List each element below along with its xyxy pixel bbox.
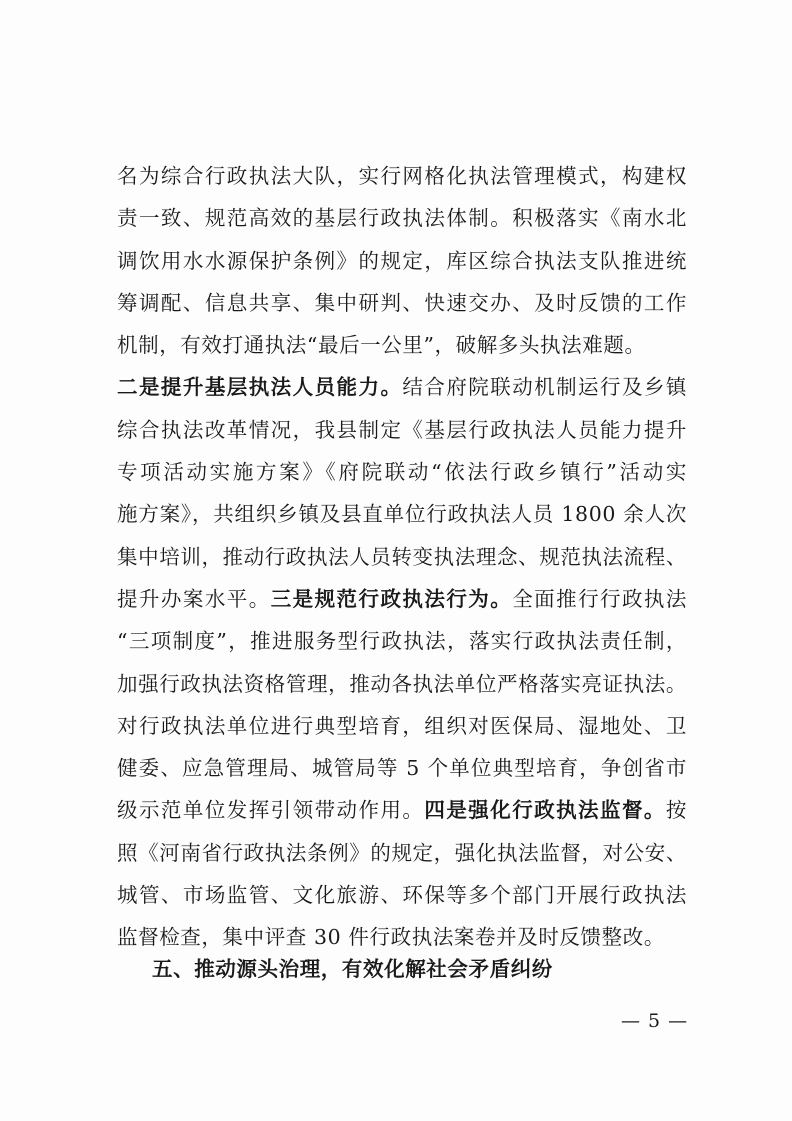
text-line [117,197,687,239]
bold-lead-phrase: 四是强化行政执法监督。 [424,798,666,823]
text-line [117,747,687,789]
text-segment: 提升办案水平。 [117,586,271,611]
text-segment: 加强行政执法资格管理，推动各执法单位严格落实亮证执法。 [117,671,687,696]
text-line [117,451,687,493]
bold-lead-phrase: 三是规范行政执法行为。 [270,586,513,611]
text-line [117,409,687,451]
text-line [117,832,687,874]
text-line [117,705,687,747]
text-line [117,663,687,705]
text-line [117,155,687,197]
text-segment: 健委、应急管理局、城管局等 5 个单位典型培育，争创省市 [117,756,687,781]
text-segment: 综合执法改革情况，我县制定《基层行政执法人员能力提升 [117,417,687,442]
text-line [117,578,687,620]
text-segment: 按 [665,798,687,823]
text-segment: 全面推行行政执法 [512,586,687,611]
text-segment: 机制，有效打通执法“最后一公里”，破解多头执法难题。 [117,333,646,358]
text-line [117,536,687,578]
text-segment: 集中培训，推动行政执法人员转变执法理念、规范执法流程、 [117,544,687,569]
body-paragraph [117,155,687,959]
text-segment: 专项活动实施方案》《府院联动“依法行政乡镇行”活动实 [117,460,687,485]
text-segment: 调饮用水水源保护条例》的规定，库区综合执法支队推进统 [117,248,687,273]
text-segment: 责一致、规范高效的基层行政执法体制。积极落实《南水北 [117,206,687,231]
text-line [117,240,687,282]
text-segment: 级示范单位发挥引领带动作用。 [117,798,425,823]
text-segment: 筹调配、信息共享、集中研判、快速交办、及时反馈的工作 [117,290,687,315]
section-heading: 五、推动源头治理，有效化解社会矛盾纠纷 [152,957,553,981]
text-segment: 施方案》，共组织乡镇及县直单位行政执法人员 1800 余人次 [117,502,687,527]
text-line [117,620,687,662]
text-segment: 结合府院联动机制运行及乡镇 [402,375,687,400]
bold-lead-phrase: 二是提升基层执法人员能力。 [117,375,403,400]
text-segment: 对行政执法单位进行典型培育，组织对医保局、湿地处、卫 [117,713,687,738]
text-segment: 监督检查，集中评查 30 件行政执法案卷并及时反馈整改。 [117,925,665,950]
text-segment: 名为综合行政执法大队，实行网格化执法管理模式，构建权 [117,164,687,188]
text-segment: 照《河南省行政执法条例》的规定，强化执法监督，对公安、 [117,840,687,865]
page-number: — 5 — [621,1010,689,1032]
text-line [117,874,687,916]
text-segment: 城管、市场监管、文化旅游、环保等多个部门开展行政执法 [117,883,687,908]
text-line [117,493,687,535]
text-line [117,789,687,831]
text-line [117,366,687,408]
text-line [117,324,687,366]
text-line [117,282,687,324]
text-segment: “三项制度”，推进服务型行政执法，落实行政执法责任制， [117,629,687,654]
